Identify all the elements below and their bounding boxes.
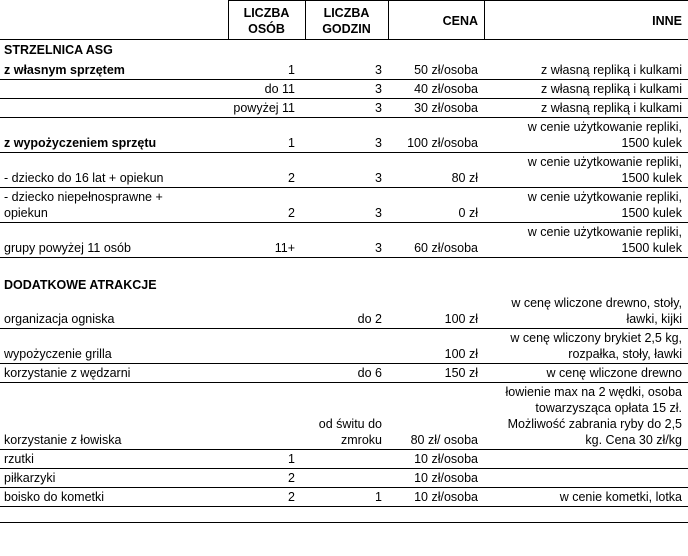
row-godzin: do 6 <box>357 366 382 380</box>
row-inne: w cenę wliczone drewno <box>546 366 682 380</box>
row-label: wypożyczenie grilla <box>4 347 112 361</box>
row-inne: kg. Cena 30 zł/kg <box>585 433 682 447</box>
row-border <box>0 487 688 488</box>
row-label: korzystanie z łowiska <box>4 433 122 447</box>
row-cena: 10 zł/osoba <box>414 490 478 504</box>
row-inne: ławki, kijki <box>626 312 682 326</box>
row-border <box>0 187 688 188</box>
row-border <box>0 468 688 469</box>
row-border <box>0 328 688 329</box>
row-inne: w cenie użytkowanie repliki, <box>527 120 682 134</box>
row-label: organizacja ogniska <box>4 312 115 326</box>
row-inne: rozpałka, stoły, ławki <box>568 347 682 361</box>
row-cena: 100 zł <box>444 312 478 326</box>
row-border <box>0 152 688 153</box>
row-border <box>0 382 688 383</box>
row-label: - dziecko niepełnosprawne + <box>4 190 163 204</box>
row-godzin: 3 <box>375 206 382 220</box>
row-inne: w cenie użytkowanie repliki, <box>527 155 682 169</box>
row-label: - dziecko do 16 lat + opiekun <box>4 171 164 185</box>
row-label: z wypożyczeniem sprzętu <box>4 136 157 150</box>
header-osob: OSÓB <box>248 22 285 36</box>
column-border <box>484 0 485 39</box>
row-osob: 2 <box>288 490 295 504</box>
row-inne: z własną repliką i kulkami <box>540 82 682 96</box>
row-inne: w cenę wliczone drewno, stoły, <box>511 296 682 310</box>
row-inne: 1500 kulek <box>621 136 682 150</box>
row-inne: 1500 kulek <box>621 206 682 220</box>
row-label: boisko do kometki <box>4 490 105 504</box>
row-cena: 100 zł/osoba <box>407 136 478 150</box>
row-cena: 100 zł <box>444 347 478 361</box>
row-inne: z własną repliką i kulkami <box>540 63 682 77</box>
row-cena: 60 zł/osoba <box>414 241 478 255</box>
row-godzin: zmroku <box>341 433 382 447</box>
row-label: rzutki <box>4 452 34 466</box>
section-title-strzelnica: STRZELNICA ASG <box>4 43 113 57</box>
row-osob: 11+ <box>274 241 295 255</box>
row-godzin: 3 <box>375 101 382 115</box>
row-border <box>0 222 688 223</box>
row-osob: 1 <box>288 136 295 150</box>
row-cena: 80 zł <box>451 171 478 185</box>
row-godzin: 3 <box>375 136 382 150</box>
row-border <box>0 39 688 40</box>
row-cena: 10 zł/osoba <box>414 471 478 485</box>
row-osob: 2 <box>288 471 295 485</box>
row-osob: 2 <box>288 171 295 185</box>
row-border <box>228 0 688 1</box>
row-inne: towarzysząca opłata 15 zł. <box>535 401 682 415</box>
row-cena: 50 zł/osoba <box>414 63 478 77</box>
row-godzin: 3 <box>375 241 382 255</box>
row-label: z własnym sprzętem <box>4 63 125 77</box>
column-border <box>305 0 306 39</box>
row-cena: 40 zł/osoba <box>414 82 478 96</box>
row-godzin: 1 <box>375 490 382 504</box>
column-border <box>228 0 229 39</box>
row-osob: 1 <box>288 63 295 77</box>
row-osob: do 11 <box>264 82 295 96</box>
row-godzin: 3 <box>375 82 382 96</box>
header-inne: INNE <box>652 14 682 28</box>
row-osob: powyżej 11 <box>233 101 295 115</box>
row-border <box>0 363 688 364</box>
row-osob: 2 <box>288 206 295 220</box>
row-border <box>0 79 688 80</box>
row-border <box>0 506 688 507</box>
row-label: piłkarzyki <box>4 471 56 485</box>
row-inne: łowienie max na 2 wędki, osoba <box>505 385 682 399</box>
row-godzin: 3 <box>375 171 382 185</box>
row-godzin: 3 <box>375 63 382 77</box>
section-title-atrakcje: DODATKOWE ATRAKCJE <box>4 278 157 292</box>
row-inne: w cenę wliczony brykiet 2,5 kg, <box>510 331 682 345</box>
row-inne: w cenie użytkowanie repliki, <box>527 225 682 239</box>
header-cena: CENA <box>442 14 478 28</box>
row-inne: z własną repliką i kulkami <box>540 101 682 115</box>
row-inne: 1500 kulek <box>621 171 682 185</box>
column-border <box>388 0 389 39</box>
row-label: opiekun <box>4 206 48 220</box>
row-cena: 80 zł/ osoba <box>410 433 478 447</box>
row-cena: 30 zł/osoba <box>414 101 478 115</box>
header-godzin: LICZBA <box>323 6 370 20</box>
row-inne: 1500 kulek <box>621 241 682 255</box>
row-godzin: do 2 <box>357 312 382 326</box>
header-osob: LICZBA <box>243 6 290 20</box>
row-cena: 150 zł <box>444 366 478 380</box>
row-cena: 10 zł/osoba <box>414 452 478 466</box>
row-border <box>0 449 688 450</box>
row-inne: Możliwość zabrania ryby do 2,5 <box>507 417 682 431</box>
row-osob: 1 <box>288 452 295 466</box>
row-inne: w cenie użytkowanie repliki, <box>527 190 682 204</box>
row-inne: w cenie kometki, lotka <box>559 490 682 504</box>
header-godzin: GODZIN <box>322 22 371 36</box>
row-label: korzystanie z wędzarni <box>4 366 131 380</box>
row-border <box>0 522 688 523</box>
row-border <box>0 98 688 99</box>
row-cena: 0 zł <box>458 206 478 220</box>
row-label: grupy powyżej 11 osób <box>4 241 131 255</box>
row-border <box>0 117 688 118</box>
row-godzin: od świtu do <box>318 417 382 431</box>
row-border <box>0 257 688 258</box>
